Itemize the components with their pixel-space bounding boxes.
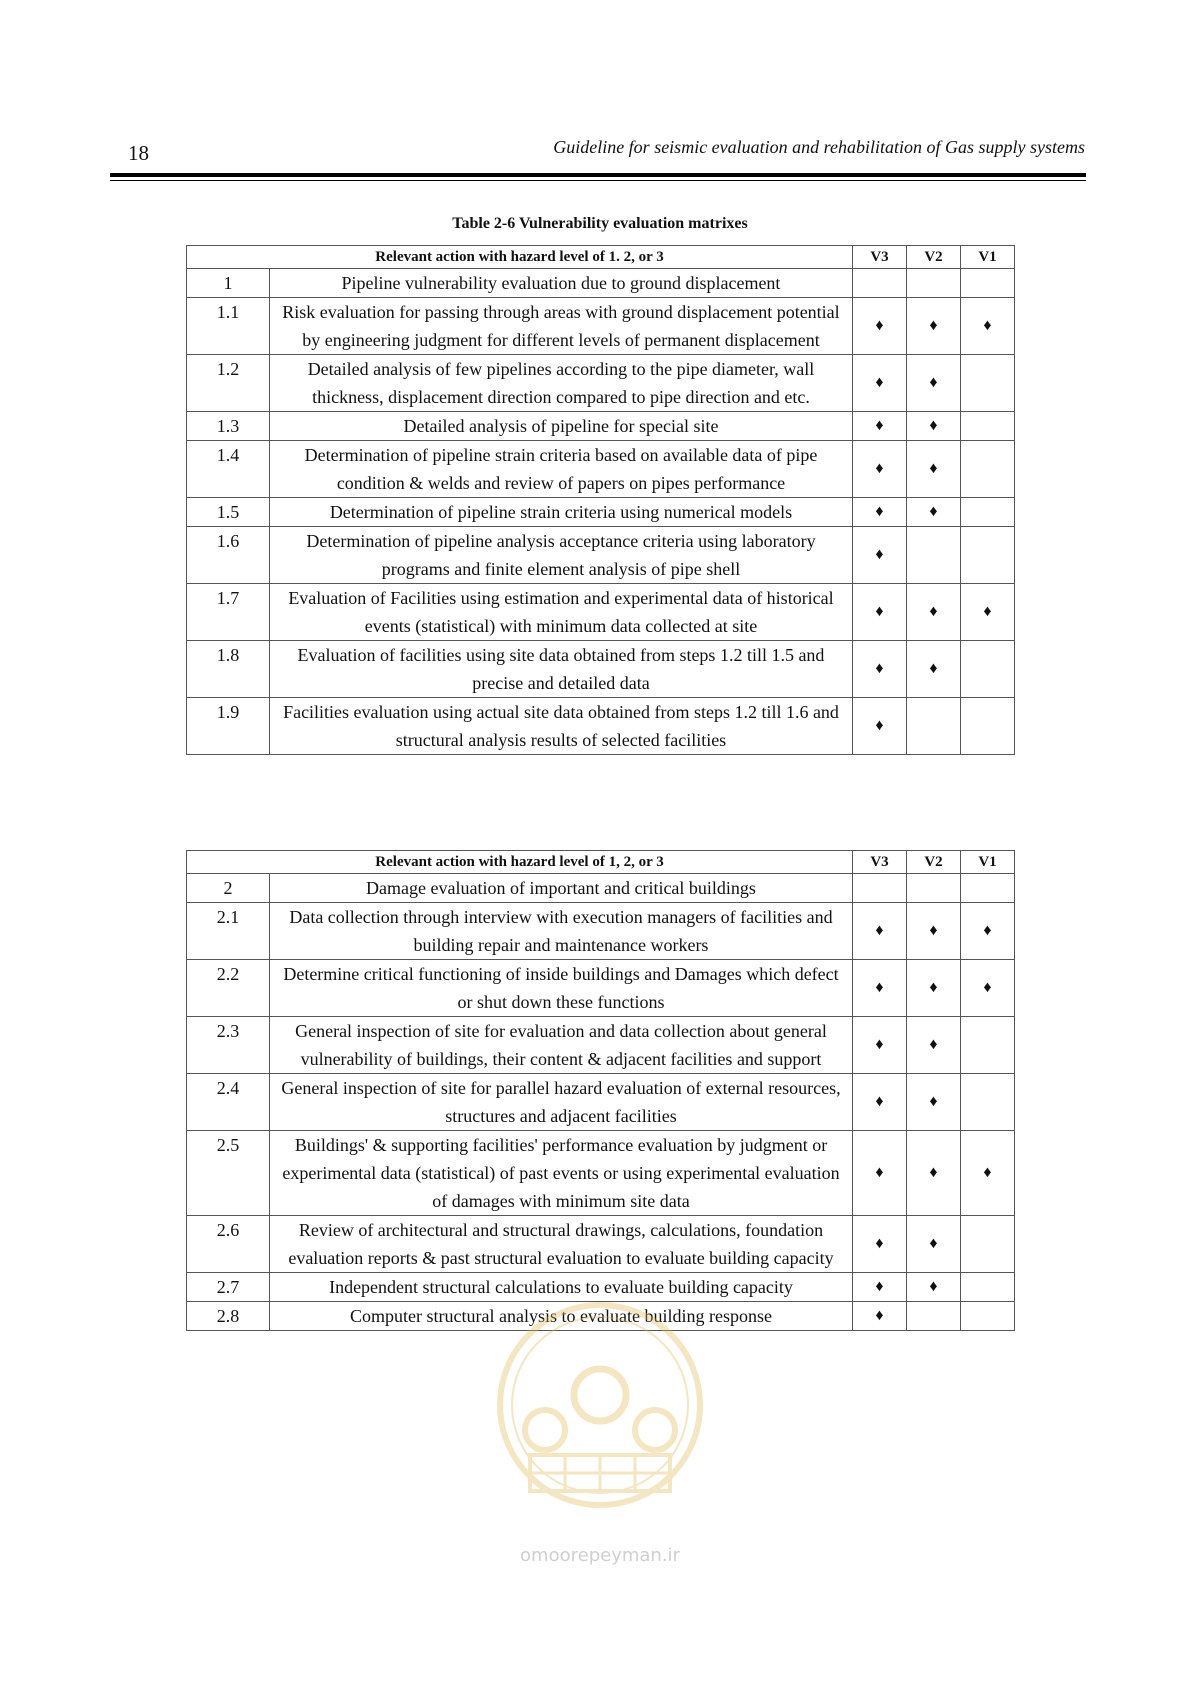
row-number: 2.6 xyxy=(187,1216,270,1273)
header-v2: V2 xyxy=(907,246,961,269)
row-description: Data collection through interview with execution managers of facilities and building repair and maintenance workers xyxy=(270,903,853,960)
v2-mark xyxy=(907,698,961,755)
table-row xyxy=(187,441,1015,498)
header-v1: V1 xyxy=(961,851,1015,874)
v1-mark xyxy=(961,441,1015,498)
row-description: Determination of pipeline strain criteria using numerical models xyxy=(270,498,853,527)
v2-mark: ♦ xyxy=(907,355,961,412)
row-number: 2.2 xyxy=(187,960,270,1017)
row-number: 1.1 xyxy=(187,298,270,355)
row-description: Computer structural analysis to evaluate building response xyxy=(270,1302,853,1331)
v3-mark: ♦ xyxy=(853,1216,907,1273)
v2-mark xyxy=(907,269,961,298)
row-number: 1.9 xyxy=(187,698,270,755)
table-caption: Table 2-6 Vulnerability evaluation matrixes xyxy=(452,215,748,232)
table-row xyxy=(187,874,1015,903)
v1-mark xyxy=(961,498,1015,527)
table-row xyxy=(187,1017,1015,1074)
row-description: Evaluation of Facilities using estimation and experimental data of historical events (statistical) with minimum data collected at site xyxy=(270,584,853,641)
v2-mark: ♦ xyxy=(907,1216,961,1273)
v1-mark: ♦ xyxy=(961,584,1015,641)
v3-mark: ♦ xyxy=(853,355,907,412)
v1-mark: ♦ xyxy=(961,903,1015,960)
v1-mark xyxy=(961,1273,1015,1302)
table-row xyxy=(187,269,1015,298)
vulnerability-table-2 xyxy=(186,850,1015,1331)
row-description: Risk evaluation for passing through areas with ground displacement potential by engineering judgment for different levels of permanent displacement xyxy=(270,298,853,355)
v3-mark: ♦ xyxy=(853,1273,907,1302)
v3-mark: ♦ xyxy=(853,498,907,527)
row-description: Pipeline vulnerability evaluation due to ground displacement xyxy=(270,269,853,298)
v3-mark: ♦ xyxy=(853,441,907,498)
row-number: 1.7 xyxy=(187,584,270,641)
header-v3: V3 xyxy=(853,246,907,269)
header-action: Relevant action with hazard level of 1, 2, or 3 xyxy=(187,851,853,874)
header-rule-thin xyxy=(110,180,1086,181)
row-number: 1.8 xyxy=(187,641,270,698)
v2-mark: ♦ xyxy=(907,641,961,698)
v2-mark: ♦ xyxy=(907,1131,961,1216)
v2-mark: ♦ xyxy=(907,441,961,498)
v2-mark xyxy=(907,527,961,584)
table-row xyxy=(187,498,1015,527)
row-description: Determine critical functioning of inside buildings and Damages which defect or shut down these functions xyxy=(270,960,853,1017)
table-row xyxy=(187,412,1015,441)
v3-mark: ♦ xyxy=(853,1302,907,1331)
v3-mark xyxy=(853,269,907,298)
row-number: 1.4 xyxy=(187,441,270,498)
v1-mark xyxy=(961,641,1015,698)
running-title: Guideline for seismic evaluation and rehabilitation of Gas supply systems xyxy=(553,137,1085,157)
table-row xyxy=(187,960,1015,1017)
v2-mark: ♦ xyxy=(907,960,961,1017)
row-description: Detailed analysis of pipeline for special site xyxy=(270,412,853,441)
v1-mark: ♦ xyxy=(961,1131,1015,1216)
v2-mark: ♦ xyxy=(907,412,961,441)
v3-mark: ♦ xyxy=(853,298,907,355)
row-description: General inspection of site for evaluation and data collection about general vulnerability of buildings, their content & adjacent facilities and support xyxy=(270,1017,853,1074)
row-number: 1.3 xyxy=(187,412,270,441)
v1-mark xyxy=(961,1216,1015,1273)
v3-mark: ♦ xyxy=(853,584,907,641)
row-number: 1.6 xyxy=(187,527,270,584)
row-number: 2 xyxy=(187,874,270,903)
v1-mark xyxy=(961,412,1015,441)
table-header-row xyxy=(187,246,1015,269)
v2-mark xyxy=(907,1302,961,1331)
v1-mark: ♦ xyxy=(961,298,1015,355)
v3-mark: ♦ xyxy=(853,960,907,1017)
row-description: Evaluation of facilities using site data obtained from steps 1.2 till 1.5 and precise and detailed data xyxy=(270,641,853,698)
v3-mark xyxy=(853,874,907,903)
table-row xyxy=(187,298,1015,355)
row-description: Determination of pipeline analysis acceptance criteria using laboratory programs and finite element analysis of pipe shell xyxy=(270,527,853,584)
v1-mark xyxy=(961,527,1015,584)
header-v1: V1 xyxy=(961,246,1015,269)
v1-mark xyxy=(961,1017,1015,1074)
v1-mark xyxy=(961,874,1015,903)
row-description: Damage evaluation of important and critical buildings xyxy=(270,874,853,903)
v3-mark: ♦ xyxy=(853,698,907,755)
table-row xyxy=(187,1131,1015,1216)
row-description: Detailed analysis of few pipelines according to the pipe diameter, wall thickness, displacement direction compared to pipe direction and etc. xyxy=(270,355,853,412)
table-header-row xyxy=(187,851,1015,874)
v2-mark: ♦ xyxy=(907,1273,961,1302)
v2-mark: ♦ xyxy=(907,1017,961,1074)
row-number: 2.7 xyxy=(187,1273,270,1302)
watermark xyxy=(490,1295,710,1565)
row-number: 2.1 xyxy=(187,903,270,960)
vulnerability-table-1 xyxy=(186,245,1015,755)
v2-mark: ♦ xyxy=(907,1074,961,1131)
table-row xyxy=(187,698,1015,755)
v3-mark: ♦ xyxy=(853,527,907,584)
row-number: 2.3 xyxy=(187,1017,270,1074)
v3-mark: ♦ xyxy=(853,1131,907,1216)
row-description: Review of architectural and structural drawings, calculations, foundation evaluation reports & past structural evaluation to evaluate building capacity xyxy=(270,1216,853,1273)
row-number: 2.4 xyxy=(187,1074,270,1131)
v1-mark: ♦ xyxy=(961,960,1015,1017)
table-row xyxy=(187,527,1015,584)
v3-mark: ♦ xyxy=(853,1074,907,1131)
row-number: 2.8 xyxy=(187,1302,270,1331)
header-v2: V2 xyxy=(907,851,961,874)
header-rule xyxy=(110,173,1086,177)
v1-mark xyxy=(961,698,1015,755)
row-number: 1.5 xyxy=(187,498,270,527)
watermark-logo-icon xyxy=(490,1295,710,1535)
table-row xyxy=(187,903,1015,960)
v1-mark xyxy=(961,269,1015,298)
v3-mark: ♦ xyxy=(853,412,907,441)
table-row xyxy=(187,355,1015,412)
v2-mark: ♦ xyxy=(907,498,961,527)
v2-mark: ♦ xyxy=(907,584,961,641)
header-action: Relevant action with hazard level of 1. 2, or 3 xyxy=(187,246,853,269)
row-description: Determination of pipeline strain criteria based on available data of pipe condition & welds and review of papers on pipes performance xyxy=(270,441,853,498)
table-row xyxy=(187,1074,1015,1131)
row-number: 1.2 xyxy=(187,355,270,412)
v3-mark: ♦ xyxy=(853,1017,907,1074)
v1-mark xyxy=(961,1302,1015,1331)
v1-mark xyxy=(961,1074,1015,1131)
table-row xyxy=(187,1216,1015,1273)
v1-mark xyxy=(961,355,1015,412)
v3-mark: ♦ xyxy=(853,903,907,960)
page-number: 18 xyxy=(128,141,149,165)
table-row xyxy=(187,584,1015,641)
header-v3: V3 xyxy=(853,851,907,874)
v2-mark xyxy=(907,874,961,903)
row-description: Independent structural calculations to evaluate building capacity xyxy=(270,1273,853,1302)
v2-mark: ♦ xyxy=(907,903,961,960)
row-number: 2.5 xyxy=(187,1131,270,1216)
row-number: 1 xyxy=(187,269,270,298)
v3-mark: ♦ xyxy=(853,641,907,698)
watermark-text: omoorepeyman.ir xyxy=(520,1545,680,1566)
row-description: Facilities evaluation using actual site data obtained from steps 1.2 till 1.6 and structural analysis results of selected facilities xyxy=(270,698,853,755)
table-row xyxy=(187,641,1015,698)
v2-mark: ♦ xyxy=(907,298,961,355)
row-description: General inspection of site for parallel hazard evaluation of external resources, structures and adjacent facilities xyxy=(270,1074,853,1131)
row-description: Buildings' & supporting facilities' performance evaluation by judgment or experimental data (statistical) of past events or using experimental evaluation of damages with minimum site data xyxy=(270,1131,853,1216)
